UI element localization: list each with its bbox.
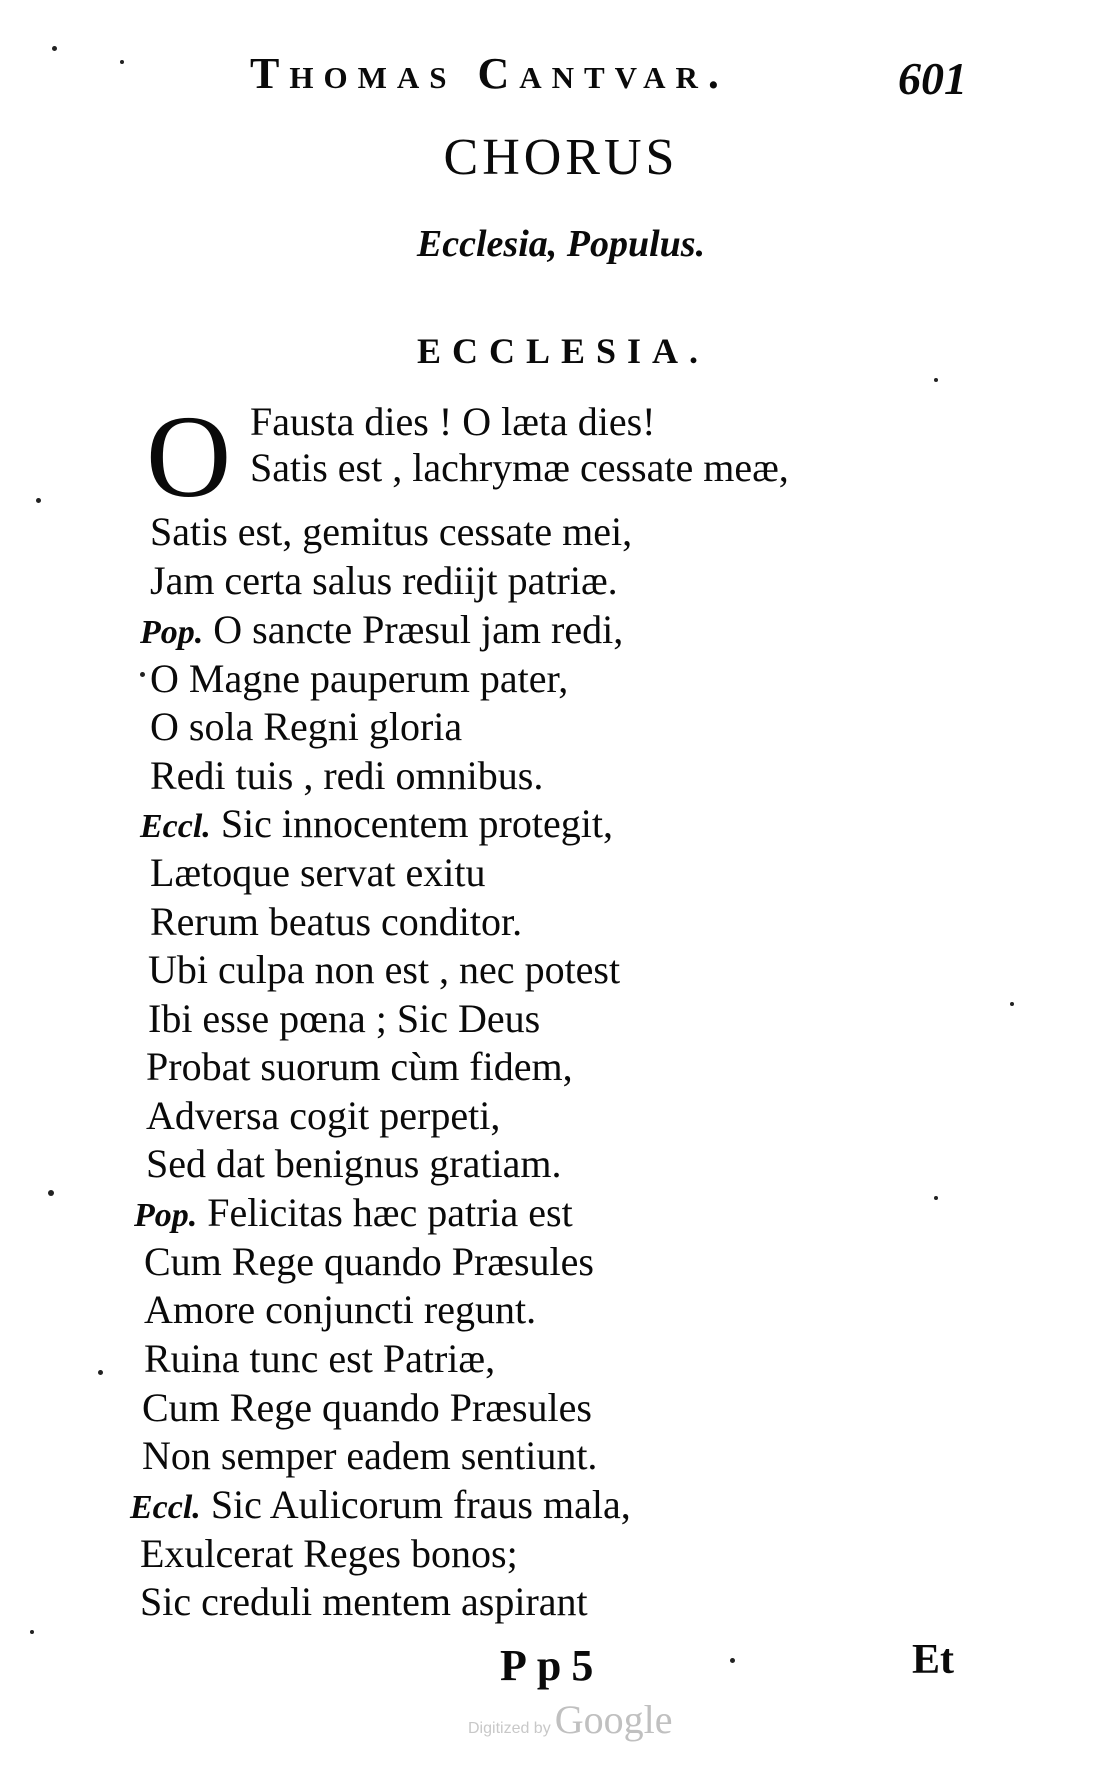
line-text: Ruina tunc est Patriæ,: [144, 1336, 496, 1381]
verse-line: [140, 655, 568, 706]
watermark-prefix: Digitized by: [468, 1720, 551, 1737]
verse-line: [134, 1238, 594, 1289]
verse-line: [132, 1384, 592, 1435]
verse-line: [136, 1092, 500, 1143]
line-text: Cum Rege quando Præsules: [142, 1385, 592, 1430]
line-text: Rerum beatus conditor.: [150, 899, 523, 944]
scan-speck: [1010, 1002, 1014, 1006]
verse-line: [140, 800, 613, 851]
digitization-watermark: [468, 1696, 672, 1743]
line-text: Probat suorum cùm fidem,: [146, 1044, 573, 1089]
verse-line: [138, 995, 540, 1046]
watermark-brand: Google: [554, 1697, 673, 1742]
line-text: Non semper eadem sentiunt.: [142, 1433, 598, 1478]
section-title: CHORUS: [443, 129, 679, 186]
signature-mark: Pp5: [500, 1641, 604, 1690]
scan-speck: [934, 378, 938, 382]
line-text: Exulcerat Reges bonos;: [140, 1531, 518, 1576]
line-text: Adversa cogit perpeti,: [146, 1093, 501, 1138]
line-text: O sola Regni gloria: [150, 704, 463, 749]
speaker-heading: ECCLESIA.: [416, 331, 710, 371]
catchword: Et: [912, 1637, 954, 1683]
scan-speck: [30, 1630, 34, 1634]
scan-speck: [36, 498, 41, 503]
line-text: Fausta dies ! O læta dies!: [250, 399, 656, 444]
line-text: Sed dat benignus gratiam.: [146, 1141, 562, 1186]
line-text: Satis est, gemitus cessate mei,: [150, 509, 633, 554]
line-text: Cum Rege quando Præsules: [144, 1239, 594, 1284]
line-text: Ubi culpa non est , nec potest: [148, 947, 621, 992]
line-text: Sic creduli mentem aspirant: [140, 1579, 588, 1624]
verse-line: [138, 946, 620, 997]
line-text: O Magne pauperum pater,: [150, 656, 569, 701]
verse-line: [140, 508, 632, 559]
verse-line: [240, 398, 656, 449]
line-text: O sancte Præsul jam redi,: [213, 607, 624, 652]
line-text: Amore conjuncti regunt.: [144, 1287, 537, 1332]
line-text: Felicitas hæc patria est: [207, 1190, 573, 1235]
verse-line: [140, 752, 543, 803]
verse-line: [134, 1189, 573, 1240]
scan-speck: [98, 1370, 103, 1375]
dramatis-personae: Ecclesia, Populus.: [416, 223, 706, 265]
verse-line: [130, 1578, 588, 1629]
speaker-label: Eccl.: [130, 1489, 201, 1526]
verse-line: [130, 1481, 631, 1532]
scan-speck: [52, 46, 57, 51]
verse-line: [240, 444, 789, 495]
scan-speck: [934, 1196, 938, 1200]
verse-line: [136, 1140, 561, 1191]
scan-speck: [120, 60, 124, 64]
line-text: Satis est , lachrymæ cessate meæ,: [250, 445, 789, 490]
verse-line: [134, 1286, 536, 1337]
speaker-label: Pop.: [140, 614, 204, 651]
verse-line: [140, 606, 623, 657]
scan-speck: [140, 672, 145, 677]
verse-line: [140, 703, 462, 754]
line-text: Lætoque servat exitu: [150, 850, 486, 895]
line-text: Sic innocentem protegit,: [220, 801, 613, 846]
verse-line: [140, 849, 485, 900]
scan-speck: [730, 1658, 735, 1663]
line-text: Sic Aulicorum fraus mala,: [210, 1482, 631, 1527]
verse-line: [140, 898, 522, 949]
verse-line: [132, 1432, 597, 1483]
speaker-label: Pop.: [134, 1197, 198, 1234]
verse-line: [136, 1043, 573, 1094]
speaker-label: Eccl.: [140, 808, 211, 845]
verse-line: [130, 1530, 518, 1581]
running-head: Thomas Cantvar.: [250, 49, 729, 98]
scan-speck: [48, 1190, 54, 1196]
page-number: 601: [898, 53, 967, 104]
verse-line: [140, 557, 618, 608]
line-text: Jam certa salus rediijt patriæ.: [150, 558, 618, 603]
line-text: Ibi esse pœna ; Sic Deus: [148, 996, 541, 1041]
verse-line: [134, 1335, 495, 1386]
line-text: Redi tuis , redi omnibus.: [150, 753, 544, 798]
drop-cap-initial: O: [146, 391, 232, 522]
